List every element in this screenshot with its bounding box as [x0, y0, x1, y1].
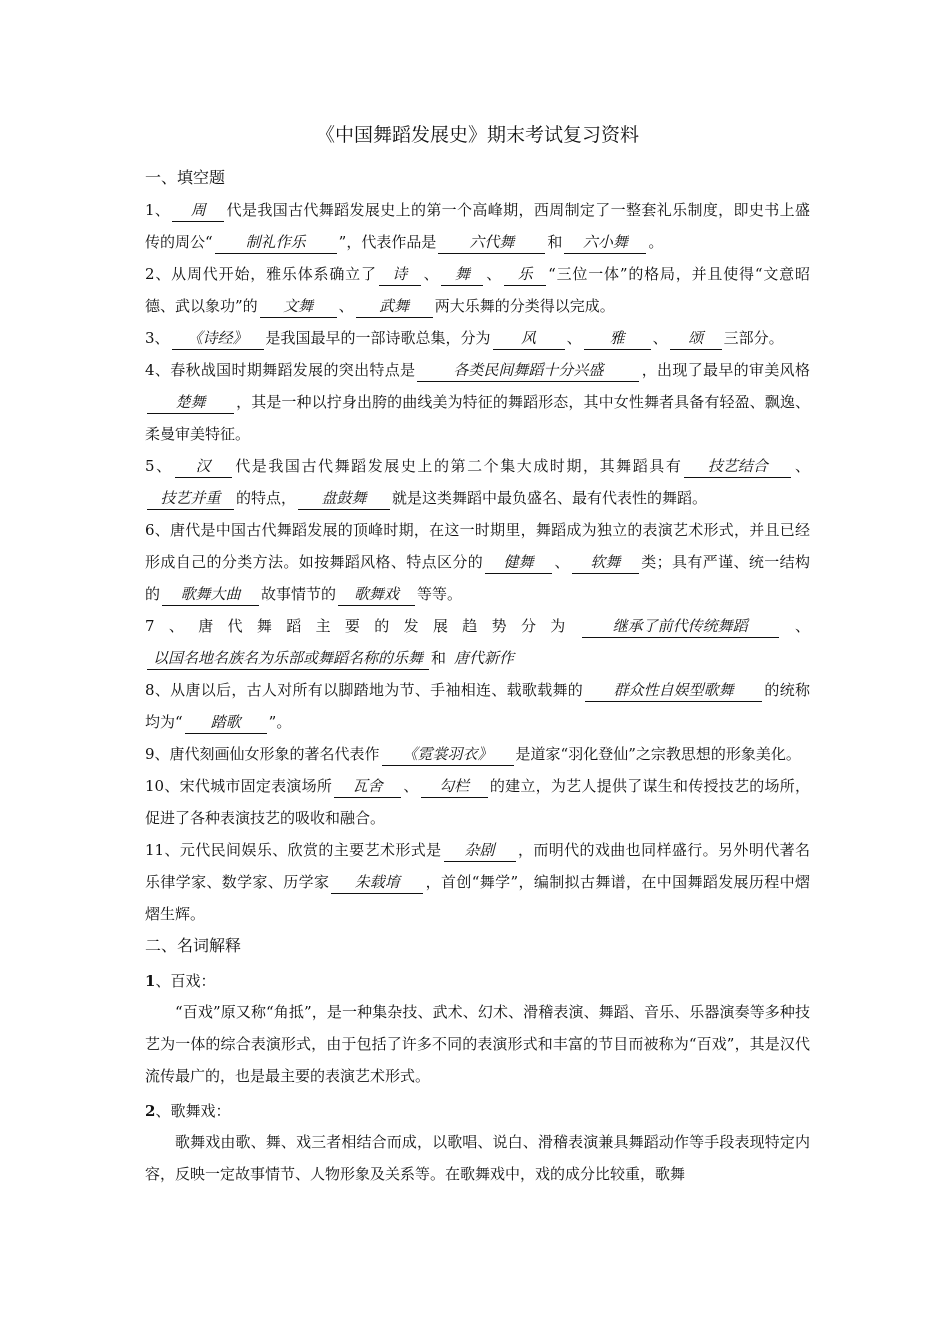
term-name: 歌舞戏: [170, 1102, 216, 1120]
answer-blank: 制礼作乐: [215, 231, 337, 254]
answer-blank: 技艺并重: [147, 487, 234, 510]
term-colon: ：: [200, 972, 216, 990]
answer-text: 唐代新作: [454, 649, 515, 667]
answer-blank: 群众性自娱型歌舞: [585, 679, 762, 702]
question-text: 、: [485, 265, 503, 283]
question-text: 的统称均为“: [145, 681, 810, 731]
question-text: 是我国最早的一部诗歌总集，分为: [265, 329, 491, 347]
question-2: [145, 258, 810, 322]
question-text: 、: [780, 617, 810, 635]
term-heading-1: [145, 966, 810, 996]
question-8: [145, 674, 810, 738]
answer-blank: 汉: [175, 455, 232, 478]
answer-blank: 周: [172, 199, 224, 222]
question-text: 8、从唐以后，古人对所有以脚踏地为节、手袖相连、载歌载舞的: [145, 681, 584, 699]
term-heading-2: [145, 1096, 810, 1126]
question-text: 4、春秋战国时期舞蹈发展的突出特点是: [145, 361, 416, 379]
question-text: ，其是一种以拧身出胯的曲线美为特征的舞蹈形态，其中女性舞者具备有轻盈、飘逸、柔曼审美特征。: [145, 393, 810, 443]
answer-blank: 六代舞: [438, 231, 545, 254]
question-3: [145, 322, 810, 354]
question-text: 两大乐舞的分类得以完成。: [434, 297, 615, 315]
question-text: 的建立，为艺人提供了谋生和传授技艺的场所，促进了各种表演技艺的吸收和融合。: [145, 777, 810, 827]
question-11: [145, 834, 810, 930]
question-text: 、: [338, 297, 354, 315]
question-text: 、: [422, 265, 440, 283]
term-separator: 、: [155, 1102, 171, 1120]
term-number: 1: [145, 972, 156, 990]
question-4: [145, 354, 810, 450]
answer-blank: 健舞: [485, 551, 552, 574]
term-definition-1: “百戏”原又称“角抵”，是一种集杂技、武术、幻术、滑稽表演、舞蹈、音乐、乐器演奏等多种技艺为一体的综合表演形式，由于包括了许多不同的表演形式和丰富的节目而被称为“百戏”，其是汉代流传最广的，也是最主要的表演艺术形式。: [145, 1003, 810, 1085]
answer-blank: 软舞: [572, 551, 639, 574]
answer-blank: 诗: [379, 263, 421, 286]
document-page: [145, 118, 810, 1190]
question-text: 9、唐代刻画仙女形象的著名代表作: [145, 745, 380, 763]
term-definition-2: 歌舞戏由歌、舞、戏三者相结合而成，以歌唱、说白、滑稽表演兼具舞蹈动作等手段表现特定内容，反映一定故事情节、人物形象及关系等。在歌舞戏中，戏的成分比较重，歌舞: [145, 1133, 810, 1183]
question-text: 和: [431, 649, 447, 667]
question-9: [145, 738, 810, 770]
answer-blank: 风: [493, 327, 565, 350]
answer-blank: 武舞: [356, 295, 433, 318]
document-title: 《中国舞蹈发展史》期末考试复习资料: [315, 124, 639, 146]
term-name: 百戏: [170, 972, 201, 990]
question-text: 11、元代民间娱乐、欣赏的主要艺术形式是: [145, 841, 442, 859]
question-text: 6、唐代是中国古代舞蹈发展的顶峰时期，在这一时期里，舞蹈成为独立的表演艺术形式，并且已经形成自己的分类方法。如按舞蹈风格、特点区分的: [145, 521, 810, 571]
question-1: [145, 194, 810, 258]
question-6: [145, 514, 810, 610]
answer-blank: 歌舞大曲: [162, 583, 259, 606]
answer-blank: 朱载堉: [331, 871, 423, 894]
question-text: 3、: [145, 329, 170, 347]
answer-blank: 技艺结合: [684, 455, 791, 478]
term-number: 2: [145, 1102, 156, 1120]
section-heading-fill-in: 一、填空题: [145, 168, 226, 187]
question-text: 2、从周代开始，雅乐体系确立了: [145, 265, 377, 283]
question-text: ，首创“舞学”，编制拟古舞谱，在中国舞蹈发展历程中熠熠生辉。: [145, 873, 810, 923]
answer-blank: 舞: [441, 263, 483, 286]
answer-blank: 各类民间舞蹈十分兴盛: [417, 359, 639, 382]
answer-blank: 六小舞: [564, 231, 646, 254]
answer-blank: 以国名地名族名为乐部或舞蹈名称的乐舞: [147, 647, 429, 670]
answer-blank: 踏歌: [185, 711, 267, 734]
answer-blank: 雅: [584, 327, 651, 350]
question-text: ”。: [268, 713, 292, 731]
question-text: 、: [793, 457, 810, 475]
answer-blank: 颂: [670, 327, 722, 350]
question-text: 10、宋代城市固定表演场所: [145, 777, 333, 795]
question-text: 。: [648, 233, 664, 251]
term-colon: ：: [215, 1102, 231, 1120]
question-text: ，而明代的戏曲也同样盛行。另外明代著名乐律学家、数学家、历学家: [145, 841, 810, 891]
question-text: 5、: [145, 457, 173, 475]
question-text: 1、: [145, 201, 171, 219]
question-text: “三位一体”的格局，并且使得“文意昭德、武以象功”的: [145, 265, 810, 315]
answer-blank: 乐: [504, 263, 546, 286]
question-text: 代是我国古代舞蹈发展史上的第二个集大成时期，其舞蹈具有: [233, 457, 683, 475]
question-7: [145, 610, 810, 674]
question-text: 代是我国古代舞蹈发展史上的第一个高峰期，西周制定了一整套礼乐制度，即史书上盛传的周公“: [145, 201, 810, 251]
question-text: 、: [403, 777, 419, 795]
answer-blank: 文舞: [260, 295, 337, 318]
question-text: 、: [652, 329, 668, 347]
question-text: ”，代表作品是: [338, 233, 437, 251]
answer-blank: 楚舞: [147, 391, 234, 414]
question-text: 、: [554, 553, 570, 571]
question-text: 就是这类舞蹈中最负盛名、最有代表性的舞蹈。: [392, 489, 708, 507]
section-heading-term-explanation: 二、名词解释: [145, 936, 242, 955]
question-text: 的特点，: [236, 489, 297, 507]
question-text: 是道家“羽化登仙”之宗教思想的形象美化。: [515, 745, 801, 763]
question-text: 和: [547, 233, 563, 251]
question-text: 7、唐代舞蹈主要的发展趋势分为: [145, 617, 580, 635]
question-text: 故事情节的: [261, 585, 337, 603]
question-text: 等等。: [417, 585, 463, 603]
answer-blank: 歌舞戏: [338, 583, 415, 606]
answer-blank: 盘鼓舞: [298, 487, 390, 510]
answer-blank: 《霓裳羽衣》: [382, 743, 514, 766]
question-10: [145, 770, 810, 834]
question-5: [145, 450, 810, 514]
answer-blank: 继承了前代传统舞蹈: [582, 615, 779, 638]
answer-blank: 杂剧: [444, 839, 516, 862]
answer-blank: 瓦舍: [334, 775, 401, 798]
question-text: 、: [566, 329, 582, 347]
question-text: 三部分。: [723, 329, 784, 347]
term-separator: 、: [155, 972, 171, 990]
question-text: ，出现了最早的审美风格: [641, 361, 810, 379]
question-text: 类；具有严谨、统一结构的: [145, 553, 810, 603]
answer-blank: 《诗经》: [172, 327, 264, 350]
answer-blank: 勾栏: [421, 775, 488, 798]
